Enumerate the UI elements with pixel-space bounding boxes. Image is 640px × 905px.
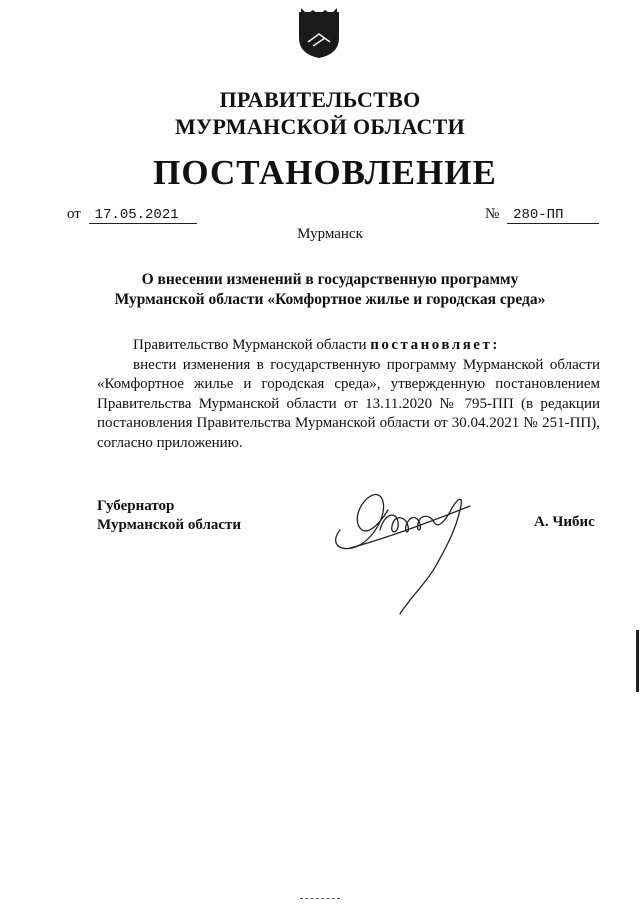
number-value: 280-ПП (507, 207, 599, 224)
government-title-line2: МУРМАНСКОЙ ОБЛАСТИ (174, 114, 466, 139)
document-date (67, 206, 197, 224)
signer-name: А. Чибис (534, 514, 595, 530)
government-title-line1: ПРАВИТЕЛЬСТВО (219, 87, 421, 112)
preamble (97, 336, 600, 356)
signer-title-line2: Мурманской области (97, 517, 242, 533)
government-title (0, 86, 640, 140)
document-type-heading: ПОСТАНОВЛЕНИЕ (153, 153, 497, 192)
document-number (485, 206, 599, 224)
signer-title (97, 497, 241, 535)
footer-scan-mark (300, 898, 340, 900)
signer-title-line1: Губернатор (97, 498, 175, 514)
date-value: 17.05.2021 (89, 207, 197, 224)
page-edge-mark (636, 630, 639, 692)
city-name: Мурманск (297, 226, 363, 242)
coat-of-arms-emblem (297, 8, 341, 60)
document-body (97, 336, 600, 453)
main-paragraph: внести изменения в государственную программу Мурманской области «Комфортное жилье и городская среда», утвержденную постановлением Правительства Мурманской области от 13.11.2020 № 795-ПП (в редакции постановления Правительства Мурманской области от 30.04.2021 № 251-ПП), согласно приложению. (97, 356, 600, 451)
subject-line2: Мурманской области «Комфортное жилье и городская среда» (114, 291, 546, 308)
decree-word: постановляет: (370, 337, 500, 353)
date-prefix: от (67, 206, 81, 222)
subject-line1: О внесении изменений в государственную программу (141, 271, 519, 288)
handwritten-signature (320, 470, 500, 620)
document-subject (60, 270, 600, 310)
number-prefix: № (485, 206, 500, 222)
preamble-text: Правительство Мурманской области (133, 337, 371, 353)
